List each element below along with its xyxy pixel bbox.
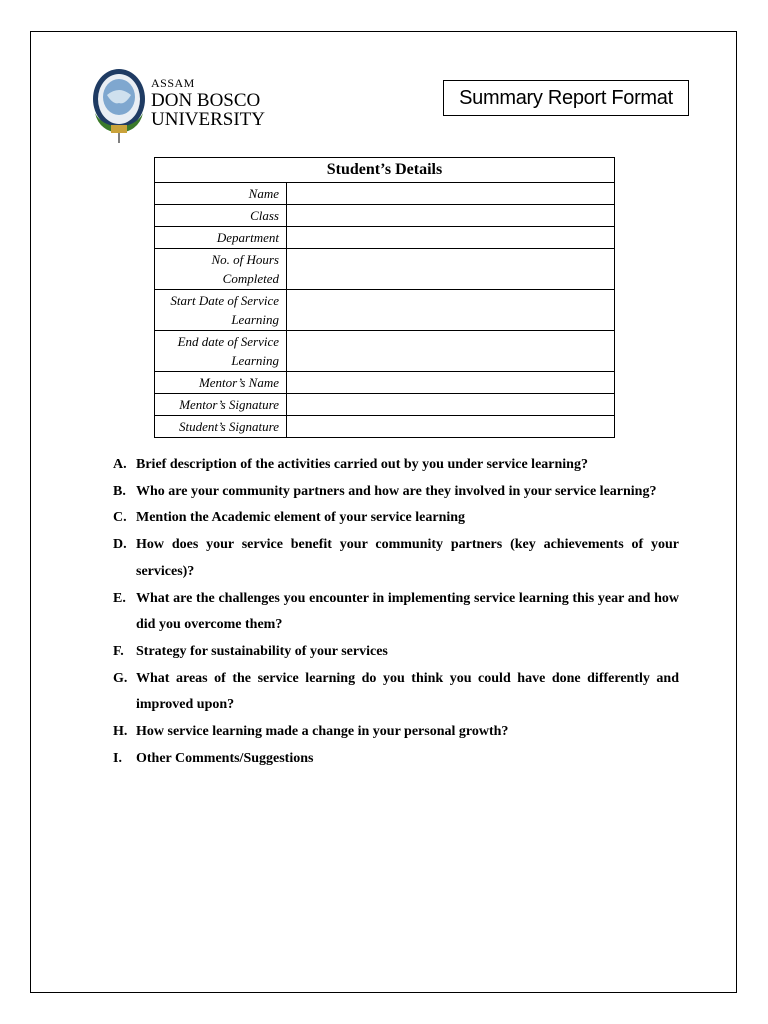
- name-field[interactable]: [287, 183, 615, 205]
- row-label: Mentor’s Signature: [155, 394, 287, 416]
- question-letter: B.: [113, 483, 126, 499]
- row-label: Mentor’s Name: [155, 372, 287, 394]
- table-header-row: [155, 158, 615, 183]
- question-letter: C.: [113, 510, 127, 526]
- row-label: Class: [155, 205, 287, 227]
- list-item: [113, 532, 679, 585]
- question-text: Who are your community partners and how are they involved in your service learning?: [136, 483, 657, 499]
- question-letter: G.: [113, 670, 128, 686]
- table-row: [155, 249, 615, 290]
- university-logo: [89, 65, 289, 145]
- question-letter: H.: [113, 724, 128, 740]
- row-label: No. of Hours Completed: [155, 249, 287, 290]
- table-row: [155, 394, 615, 416]
- hours-completed-field[interactable]: [287, 249, 615, 290]
- university-seal-icon: [89, 65, 149, 145]
- question-text: How does your service benefit your community partners (key achievements of your services)?: [136, 537, 679, 579]
- question-letter: I.: [113, 750, 122, 766]
- question-letter: E.: [113, 590, 126, 606]
- student-details-table: [154, 157, 615, 438]
- question-text: What are the challenges you encounter in implementing service learning this year and how did you overcome them?: [136, 590, 679, 633]
- table-row: [155, 205, 615, 227]
- list-item: [113, 639, 679, 666]
- question-text: How service learning made a change in your personal growth?: [136, 724, 509, 740]
- row-label: End date of Service Learning: [155, 331, 287, 372]
- list-item: [113, 452, 679, 479]
- row-label: Student’s Signature: [155, 416, 287, 438]
- logo-line-assam: ASSAM: [151, 76, 195, 90]
- document-title: Summary Report Format: [443, 80, 689, 116]
- list-item: [113, 746, 679, 773]
- table-row: [155, 331, 615, 372]
- question-letter: A.: [113, 457, 127, 472]
- list-item: [113, 666, 679, 719]
- row-label: Name: [155, 183, 287, 205]
- start-date-field[interactable]: [287, 290, 615, 331]
- mentor-signature-field[interactable]: [287, 394, 615, 416]
- logo-wordmark: [151, 77, 265, 129]
- logo-line-don-bosco: DON BOSCO: [151, 90, 261, 111]
- student-signature-field[interactable]: [287, 416, 615, 438]
- question-letter: D.: [113, 537, 127, 553]
- question-letter: F.: [113, 643, 124, 659]
- table-row: [155, 227, 615, 249]
- question-text: Brief description of the activities carried out by you under service learning?: [136, 457, 588, 472]
- row-label: Department: [155, 227, 287, 249]
- list-item: [113, 586, 679, 639]
- table-row: [155, 416, 615, 438]
- question-text: Other Comments/Suggestions: [136, 750, 314, 766]
- list-item: [113, 719, 679, 746]
- table-row: [155, 372, 615, 394]
- question-list: [113, 452, 679, 772]
- table-heading: Student’s Details: [155, 158, 615, 183]
- table-row: [155, 290, 615, 331]
- question-text: Mention the Academic element of your service learning: [136, 510, 466, 526]
- department-field[interactable]: [287, 227, 615, 249]
- question-text: Strategy for sustainability of your services: [136, 643, 388, 659]
- question-text: What areas of the service learning do you think you could have done differently and improved upon?: [136, 670, 679, 713]
- end-date-field[interactable]: [287, 331, 615, 372]
- list-item: [113, 505, 679, 532]
- document-page: [30, 31, 737, 993]
- mentor-name-field[interactable]: [287, 372, 615, 394]
- table-row: [155, 183, 615, 205]
- logo-line-university: UNIVERSITY: [151, 109, 265, 130]
- class-field[interactable]: [287, 205, 615, 227]
- list-item: [113, 479, 679, 506]
- row-label: Start Date of Service Learning: [155, 290, 287, 331]
